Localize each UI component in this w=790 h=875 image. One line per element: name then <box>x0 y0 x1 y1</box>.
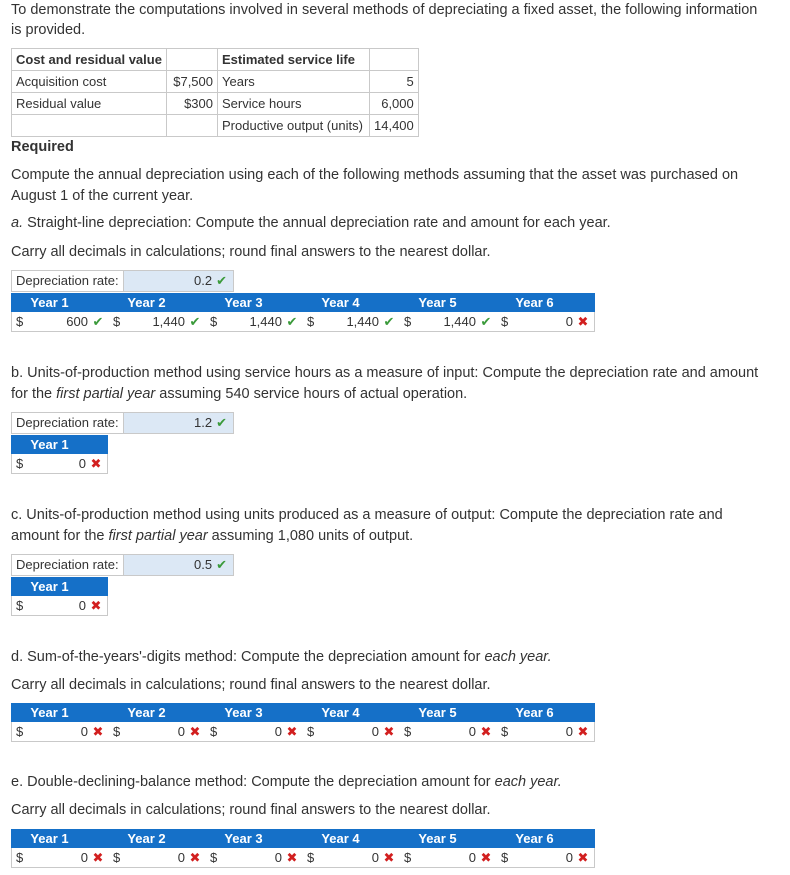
part-a-year-4-input[interactable]: $ 1,440 ✔ <box>307 313 395 329</box>
part-b-rate-label: Depreciation rate: <box>11 412 124 434</box>
cross-icon: ✖ <box>383 723 395 739</box>
part-e-year-1-input[interactable]: $ 0 ✖ <box>16 849 104 865</box>
part-e-year-header: Year 2 <box>127 831 166 846</box>
part-d-year-1-input[interactable]: $ 0 ✖ <box>16 723 104 739</box>
part-c-rate-input[interactable]: 0.5 ✔ <box>124 554 234 576</box>
part-a-rounding-note: Carry all decimals in calculations; round final answers to the nearest dollar. <box>11 244 491 260</box>
part-e-year-header: Year 4 <box>321 831 360 846</box>
cross-icon: ✖ <box>286 723 298 739</box>
cross-icon: ✖ <box>577 849 589 865</box>
part-e-year-table <box>11 829 595 868</box>
check-icon: ✔ <box>286 313 298 329</box>
service-life-header: Estimated service life <box>218 49 370 71</box>
productive-output-label: Productive output (units) <box>218 115 370 137</box>
part-e-year-header: Year 1 <box>30 831 69 846</box>
part-d-year-4-input[interactable]: $ 0 ✖ <box>307 723 395 739</box>
part-c-instruction-1: c. Units-of-production method using units produced as a measure of output: Compute the depreciation rate and <box>11 507 723 523</box>
part-d-year-header: Year 4 <box>321 705 360 720</box>
part-d-year-3-input[interactable]: $ 0 ✖ <box>210 723 298 739</box>
part-c-year-header: Year 1 <box>30 579 69 594</box>
part-a-year-header: Year 4 <box>321 295 360 310</box>
part-d-instruction: d. Sum-of-the-years'-digits method: Compute the depreciation amount for each year. <box>11 649 552 665</box>
service-hours-value: 6,000 <box>370 93 419 115</box>
acquisition-cost-value: $7,500 <box>167 71 218 93</box>
part-b-rate-row <box>11 412 234 434</box>
cross-icon: ✖ <box>480 849 492 865</box>
check-icon: ✔ <box>480 313 492 329</box>
part-e-year-header: Year 3 <box>224 831 263 846</box>
part-d-year-5-input[interactable]: $ 0 ✖ <box>404 723 492 739</box>
part-e-year-2-input[interactable]: $ 0 ✖ <box>113 849 201 865</box>
cross-icon: ✖ <box>577 313 589 329</box>
intro-line-2: is provided. <box>11 22 86 38</box>
part-b-rate-input[interactable]: 1.2 ✔ <box>124 412 234 434</box>
part-a-year-table <box>11 293 595 332</box>
years-value: 5 <box>370 71 419 93</box>
part-c-rate-row <box>11 554 234 576</box>
part-a-year-header: Year 1 <box>30 295 69 310</box>
check-icon: ✔ <box>189 313 201 329</box>
residual-value-label: Residual value <box>12 93 167 115</box>
compute-line-2: August 1 of the current year. <box>11 188 194 204</box>
part-a-year-3-input[interactable]: $ 1,440 ✔ <box>210 313 298 329</box>
check-icon: ✔ <box>216 557 227 572</box>
check-icon: ✔ <box>216 415 227 430</box>
part-d-year-6-input[interactable]: $ 0 ✖ <box>501 723 589 739</box>
part-d-year-header: Year 1 <box>30 705 69 720</box>
cross-icon: ✖ <box>90 597 102 613</box>
part-c-rate-label: Depreciation rate: <box>11 554 124 576</box>
part-b-year-header: Year 1 <box>30 437 69 452</box>
part-c-year-table <box>11 577 108 616</box>
part-c-instruction-2: amount for the first partial year assuming 1,080 units of output. <box>11 528 414 544</box>
asset-info-table <box>11 48 419 137</box>
part-d-year-header: Year 3 <box>224 705 263 720</box>
part-b-instruction-2: for the first partial year assuming 540 service hours of actual operation. <box>11 386 468 402</box>
check-icon: ✔ <box>92 313 104 329</box>
cross-icon: ✖ <box>286 849 298 865</box>
acquisition-cost-label: Acquisition cost <box>12 71 167 93</box>
cross-icon: ✖ <box>92 723 104 739</box>
cross-icon: ✖ <box>90 455 102 471</box>
check-icon: ✔ <box>383 313 395 329</box>
part-b-instruction-1: b. Units-of-production method using service hours as a measure of input: Compute the depreciation rate and amount <box>11 365 759 381</box>
part-e-instruction: e. Double-declining-balance method: Compute the depreciation amount for each year. <box>11 774 562 790</box>
intro-line-1: To demonstrate the computations involved in several methods of depreciating a fixed asset, the following information <box>11 2 758 18</box>
years-label: Years <box>218 71 370 93</box>
part-e-year-header: Year 5 <box>418 831 457 846</box>
part-a-year-header: Year 6 <box>515 295 554 310</box>
service-hours-label: Service hours <box>218 93 370 115</box>
part-c-year-1-input[interactable]: $ 0 ✖ <box>16 597 102 613</box>
part-a-year-5-input[interactable]: $ 1,440 ✔ <box>404 313 492 329</box>
part-a-year-1-input[interactable]: $ 600 ✔ <box>16 313 104 329</box>
part-e-year-5-input[interactable]: $ 0 ✖ <box>404 849 492 865</box>
part-a-year-header: Year 2 <box>127 295 166 310</box>
part-a-instruction: a. Straight-line depreciation: Compute the annual depreciation rate and amount for each year. <box>11 215 611 231</box>
part-a-rate-label: Depreciation rate: <box>11 270 124 292</box>
cost-residual-header: Cost and residual value <box>12 49 167 71</box>
part-a-year-header: Year 5 <box>418 295 457 310</box>
part-e-year-header: Year 6 <box>515 831 554 846</box>
part-a-rate-row <box>11 270 234 292</box>
part-b-year-table <box>11 435 108 474</box>
check-icon: ✔ <box>216 273 227 288</box>
part-a-year-6-input[interactable]: $ 0 ✖ <box>501 313 589 329</box>
part-e-year-4-input[interactable]: $ 0 ✖ <box>307 849 395 865</box>
cross-icon: ✖ <box>189 723 201 739</box>
part-a-year-header: Year 3 <box>224 295 263 310</box>
part-d-year-header: Year 5 <box>418 705 457 720</box>
part-d-year-header: Year 6 <box>515 705 554 720</box>
part-e-year-3-input[interactable]: $ 0 ✖ <box>210 849 298 865</box>
part-d-rounding-note: Carry all decimals in calculations; round final answers to the nearest dollar. <box>11 677 491 693</box>
cross-icon: ✖ <box>577 723 589 739</box>
part-d-year-table <box>11 703 595 742</box>
part-d-year-header: Year 2 <box>127 705 166 720</box>
cross-icon: ✖ <box>383 849 395 865</box>
part-b-year-1-input[interactable]: $ 0 ✖ <box>16 455 102 471</box>
part-e-rounding-note: Carry all decimals in calculations; round final answers to the nearest dollar. <box>11 802 491 818</box>
required-heading: Required <box>11 139 74 155</box>
productive-output-value: 14,400 <box>370 115 419 137</box>
cross-icon: ✖ <box>480 723 492 739</box>
part-a-rate-input[interactable]: 0.2 ✔ <box>124 270 234 292</box>
part-a-year-2-input[interactable]: $ 1,440 ✔ <box>113 313 201 329</box>
compute-line-1: Compute the annual depreciation using each of the following methods assuming that the asset was purchased on <box>11 167 739 183</box>
part-e-year-6-input[interactable]: $ 0 ✖ <box>501 849 589 865</box>
part-d-year-2-input[interactable]: $ 0 ✖ <box>113 723 201 739</box>
cross-icon: ✖ <box>92 849 104 865</box>
cross-icon: ✖ <box>189 849 201 865</box>
residual-value-value: $300 <box>167 93 218 115</box>
